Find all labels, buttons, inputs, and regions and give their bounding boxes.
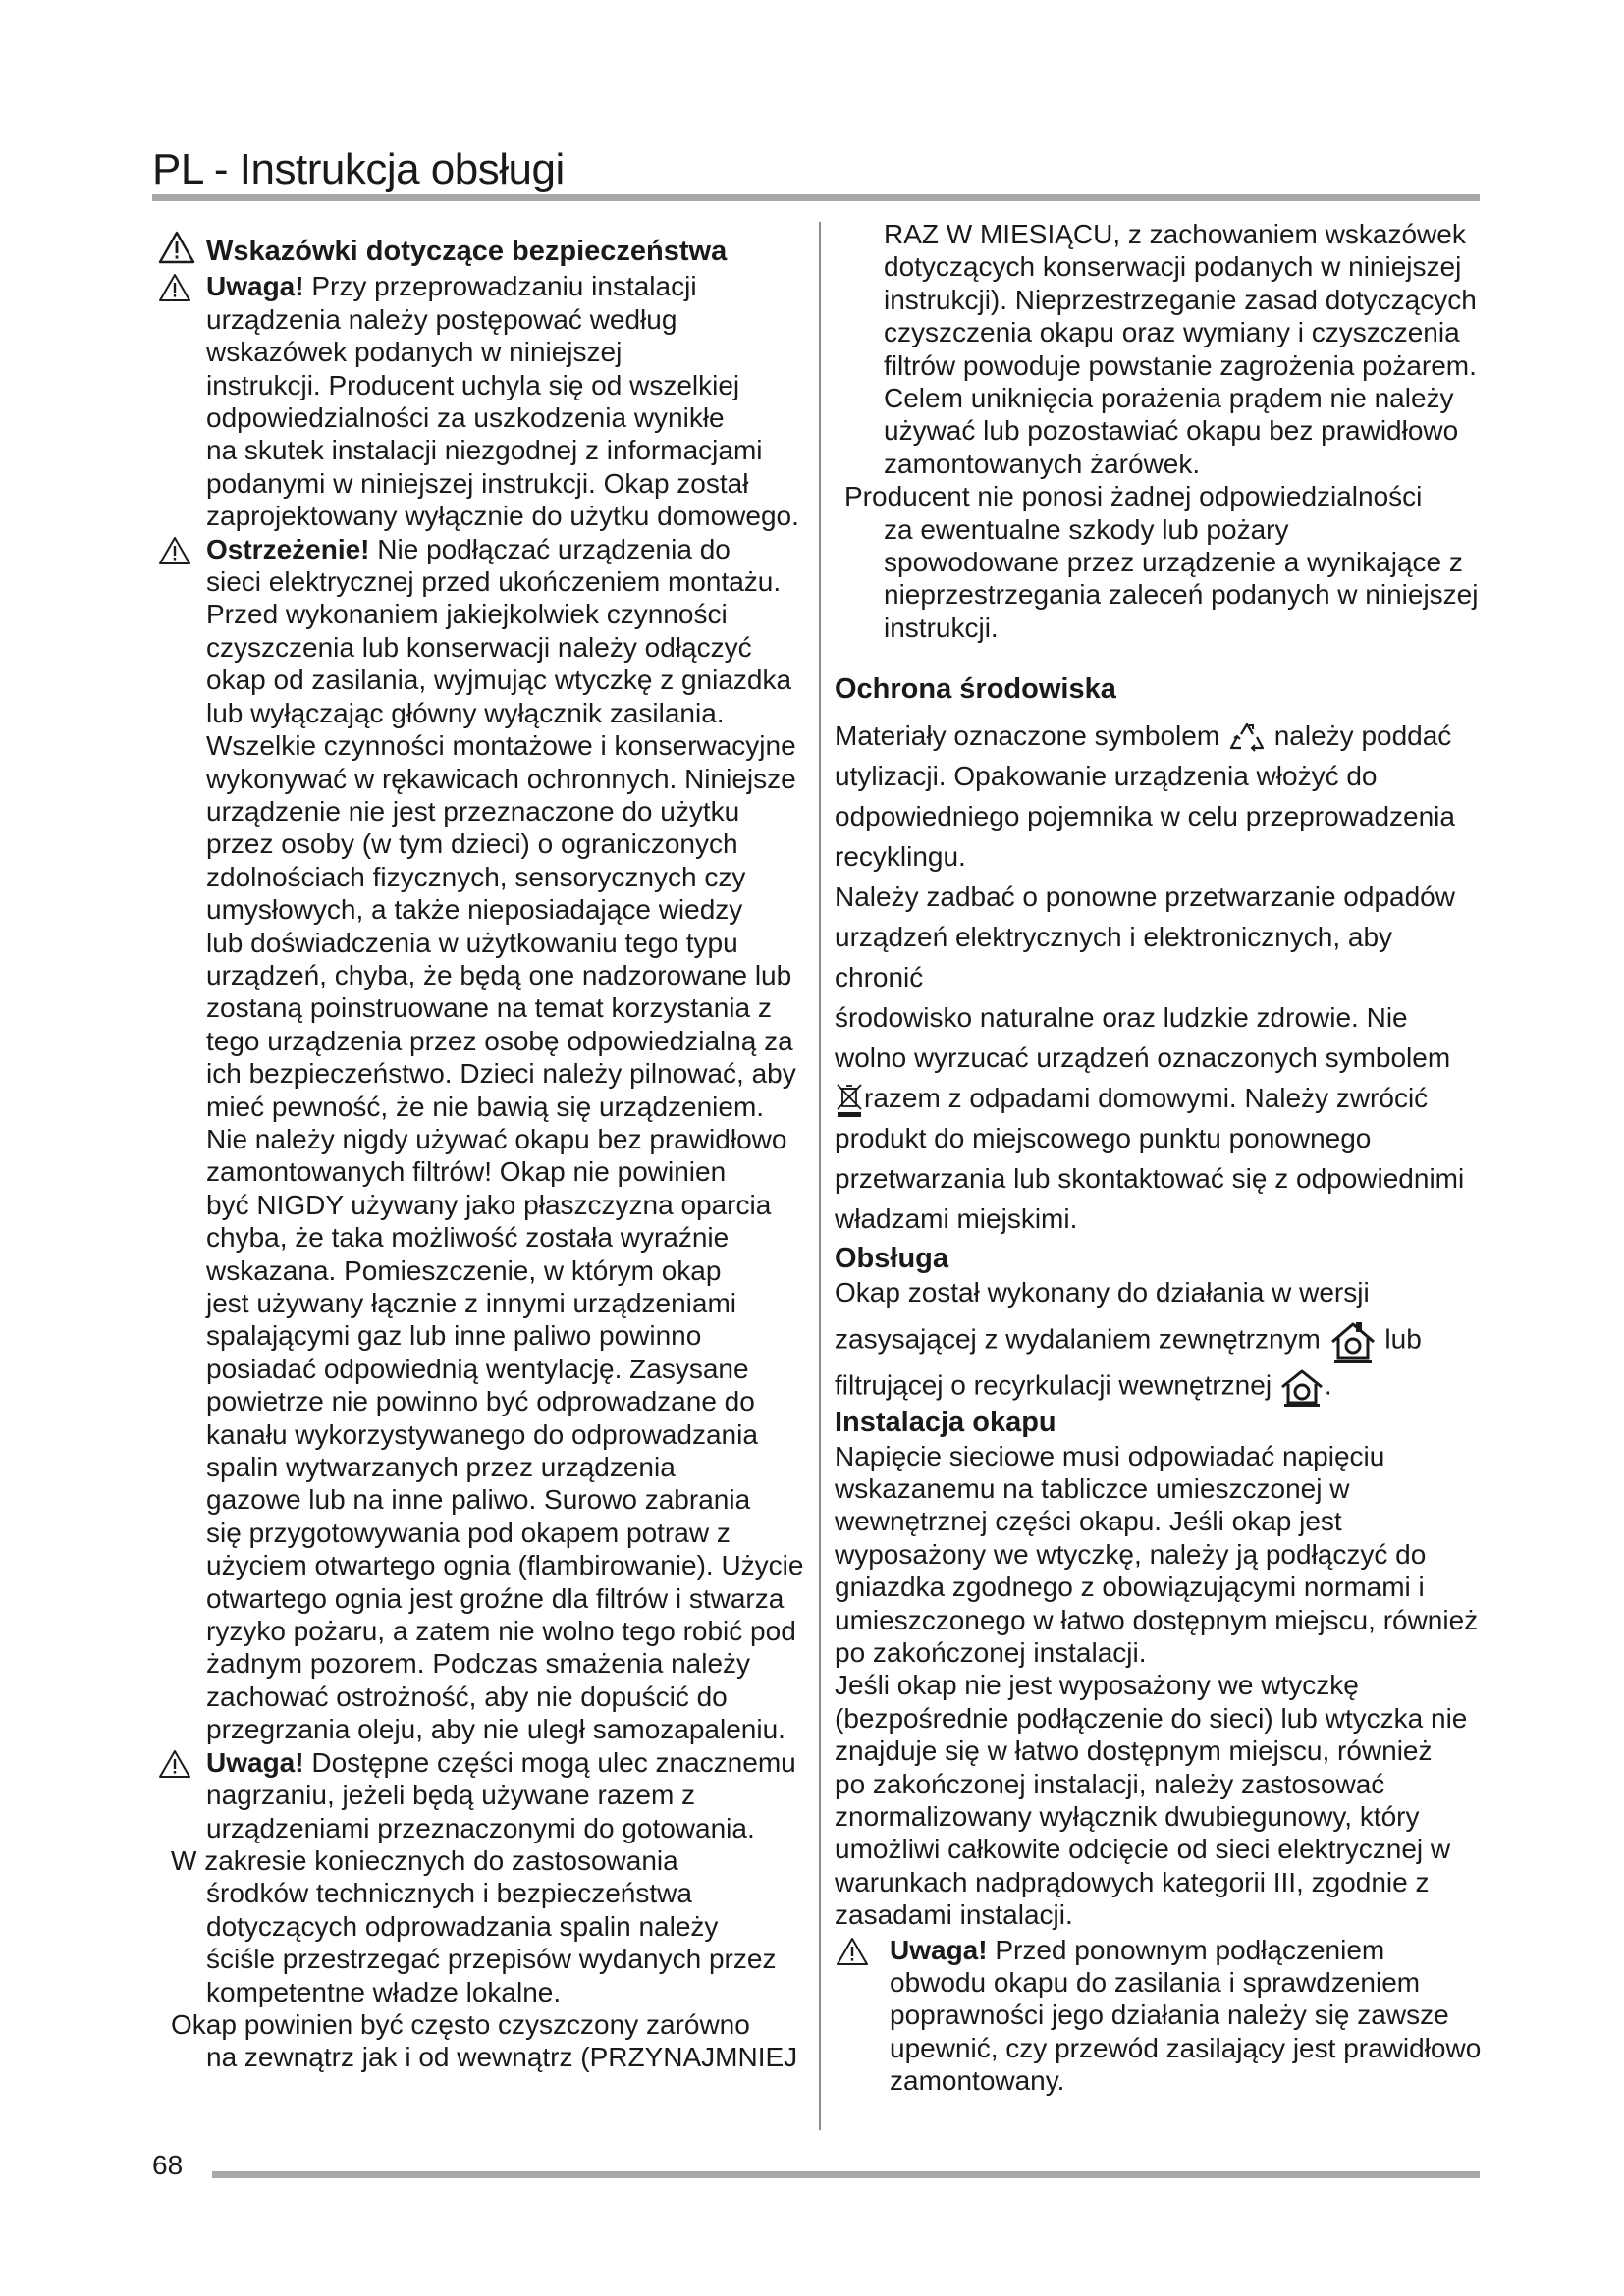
text-fragment: Materiały oznaczone symbolem: [835, 721, 1227, 752]
installation-section: [835, 1407, 1483, 2098]
warning-label: Uwaga!: [890, 1934, 988, 1965]
text-line: lub doświadczenia w użytkowaniu tego typu: [206, 927, 738, 958]
text-line: się przygotowywania pod okapem potraw z: [206, 1517, 731, 1548]
text-line: umożliwi całkowite odcięcie od sieci elektrycznej w: [835, 1834, 1451, 1865]
text-fragment: razem z odpadami domowymi. Należy zwrócić: [864, 1083, 1429, 1114]
text-line: Jeśli okap nie jest wyposażony we wtyczkę: [835, 1670, 1359, 1701]
text-line: sieci elektrycznej przed ukończeniem montażu.: [206, 566, 782, 598]
text-line: umieszczonego w łatwo dostępnym miejscu, również: [835, 1604, 1479, 1635]
text-line: urządzenia należy postępować według: [206, 303, 677, 335]
text-line: wewnętrznej części okapu. Jeśli okap jest: [835, 1506, 1342, 1537]
warning-text: Dostępne części mogą ulec znacznemu: [303, 1746, 796, 1778]
text-line: Okap został wykonany do działania w wersji: [835, 1276, 1370, 1308]
text-fragment: lub: [1377, 1323, 1422, 1355]
text-line: utylizacji. Opakowanie urządzenia włożyć do: [835, 761, 1378, 792]
warning-block-4: [835, 1934, 1483, 2098]
text-line: RAZ W MIESIĄCU, z zachowaniem wskazówek: [884, 219, 1466, 249]
operation-section: [835, 1243, 1483, 1407]
text-line: czyszczenia lub konserwacji należy odłączyć: [206, 631, 752, 663]
producer-paragraph: [835, 480, 1483, 512]
warning-label: Uwaga!: [206, 271, 304, 302]
warning-label: Uwaga!: [206, 1746, 304, 1778]
text-line: umysłowych, a także nieposiadające wiedzy: [206, 894, 743, 926]
text-line: instrukcji.: [884, 612, 999, 643]
text-line: odpowiedniego pojemnika w celu przeprowadzenia: [835, 801, 1455, 832]
text-line: Okap powinien być często czyszczony zarówno: [171, 2008, 750, 2040]
header-rule: [152, 194, 1480, 201]
text-line: znormalizowany wyłącznik dwubiegunowy, który: [835, 1800, 1420, 1832]
text-line: używać lub pozostawiać okapu bez prawidłowo: [884, 415, 1459, 447]
text-line: zostaną poinstruowane na temat korzystania z: [206, 992, 772, 1024]
text-line: odpowiedzialności za uszkodzenia wynikłe: [206, 402, 725, 434]
crossed-bin-icon: [835, 1083, 864, 1118]
warning-block-2: [157, 533, 805, 1746]
warning-icon: [157, 230, 196, 265]
recirculation-mode-icon: [1279, 1367, 1325, 1407]
text-line: po zakończonej instalacji, należy zastosować: [835, 1768, 1385, 1799]
text-line: wyposażony we wtyczkę, należy ją podłączyć do: [835, 1538, 1427, 1570]
section-heading: Instalacja okapu: [835, 1407, 1056, 1439]
warning-text: Przed ponownym podłączeniem: [987, 1934, 1385, 1965]
footer-rule: [212, 2171, 1480, 2178]
text-line: żadnym pozorem. Podczas smażenia należy: [206, 1648, 751, 1680]
text-line: warunkach nadprądowych kategorii III, zgodnie z: [835, 1866, 1430, 1897]
warning-label: Ostrzeżenie!: [206, 533, 370, 564]
text-line: zachować ostrożność, aby nie dopuścić do: [206, 1681, 728, 1712]
paragraph-cleaning-cont: [157, 2041, 805, 2073]
text-line: wskazówek podanych w niniejszej: [206, 337, 623, 368]
text-line: dotyczących konserwacji podanych w niniejszej: [884, 251, 1462, 283]
text-line: Przed wykonaniem jakiejkolwiek czynności: [206, 599, 728, 630]
text-fragment: należy poddać: [1266, 721, 1452, 752]
text-line: ryzyko pożaru, a zatem nie wolno tego robić pod: [206, 1616, 796, 1647]
paragraph-cleaning: [157, 2008, 805, 2041]
text-fragment: .: [1324, 1369, 1332, 1401]
text-line: wskazanemu na tabliczce umieszczonej w: [835, 1472, 1350, 1504]
text-line: zaprojektowany wyłącznie do użytku domowego.: [206, 501, 799, 532]
warning-text: Nie podłączać urządzenia do: [369, 533, 731, 564]
exhaust-mode-icon: [1328, 1318, 1378, 1363]
text-line: wykonywać w rękawicach ochronnych. Niniejsze: [206, 763, 796, 794]
text-line: urządzenie nie jest przeznaczone do użytku: [206, 795, 740, 827]
text-line: Wszelkie czynności montażowe i konserwacyjne: [206, 730, 796, 762]
text-line: spalającymi gaz lub inne paliwo powinno: [206, 1320, 702, 1352]
text-line: wolno wyrzucać urządzeń oznaczonych symbolem: [835, 1042, 1451, 1074]
text-line: kanału wykorzystywanego do odprowadzania: [206, 1418, 758, 1450]
text-line: Nie należy nigdy używać okapu bez prawidłowo: [206, 1123, 787, 1154]
text-line: urządzeniami przeznaczonymi do gotowania.: [206, 1812, 755, 1843]
text-line: znajduje się w łatwo dostępnym miejscu, również: [835, 1735, 1433, 1767]
text-line: lub wyłączając główny wyłącznik zasilania.: [206, 697, 725, 728]
section-heading: Obsługa: [835, 1243, 949, 1275]
section-heading: Ochrona środowiska: [835, 673, 1116, 706]
warning-block-3: [157, 1746, 805, 1844]
text-line: Napięcie sieciowe musi odpowiadać napięciu: [835, 1440, 1385, 1471]
text-line: spalin wytwarzanych przez urządzenia: [206, 1452, 676, 1483]
text-line: zdolnościach fizycznych, sensorycznych czy: [206, 861, 746, 892]
text-line: nagrzaniu, jeżeli będą używane razem z: [206, 1780, 696, 1811]
text-line: poprawności jego działania należy się zawsze: [890, 2000, 1449, 2031]
text-line: instrukcji. Producent uchyla się od wszelkiej: [206, 369, 740, 400]
text-line: obwodu okapu do zasilania i sprawdzeniem: [890, 1967, 1421, 1998]
text-line: zamontowanych żarówek.: [884, 448, 1201, 479]
warning-icon: [835, 1936, 870, 1967]
warning-icon: [157, 535, 192, 566]
text-line: podanymi w niniejszej instrukcji. Okap został: [206, 467, 749, 499]
column-divider: [819, 222, 821, 2130]
text-line: przegrzania oleju, aby nie uległ samozapaleniu.: [206, 1714, 785, 1745]
cleaning-continuation: [835, 218, 1483, 480]
safety-title-row: [157, 236, 805, 268]
text-line: spowodowane przez urządzenie a wynikające z: [884, 547, 1463, 578]
text-line: użyciem otwartego ognia (flambirowanie). Użycie: [206, 1550, 804, 1581]
producer-paragraph-cont: [835, 513, 1483, 645]
recycle-icon: [1227, 721, 1267, 756]
text-line: wskazana. Pomieszczenie, w którym okap: [206, 1255, 722, 1286]
text-line: W zakresie koniecznych do zastosowania: [171, 1844, 678, 1876]
text-line: za ewentualne szkody lub pożary: [884, 513, 1289, 545]
text-line: przetwarzania lub skontaktować się z odpowiednimi: [835, 1163, 1465, 1195]
text-line: produkt do miejscowego punktu ponownego: [835, 1123, 1372, 1154]
environment-section: [835, 669, 1483, 1239]
text-line: władzami miejskimi.: [835, 1203, 1078, 1235]
text-line: zamontowanych filtrów! Okap nie powinien: [206, 1156, 727, 1188]
text-line: ich bezpieczeństwo. Dzieci należy pilnować, aby: [206, 1058, 796, 1090]
warning-icon: [157, 1748, 192, 1780]
text-line: upewnić, czy przewód zasilający jest prawidłowo: [890, 2032, 1482, 2063]
page-number: 68: [152, 2150, 184, 2180]
paragraph-chimney: [157, 1844, 805, 1877]
safety-title: Wskazówki dotyczące bezpieczeństwa: [206, 236, 728, 267]
text-line: gazowe lub na inne paliwo. Surowo zabrania: [206, 1484, 751, 1516]
text-line: na skutek instalacji niezgodnej z informacjami: [206, 435, 763, 466]
text-line: na zewnątrz jak i od wewnątrz (PRZYNAJMNIEJ: [206, 2042, 798, 2073]
text-line: urządzeń, chyba, że będą one nadzorowane lub: [206, 959, 792, 990]
text-line: jest używany łącznie z innymi urządzeniami: [206, 1288, 736, 1318]
text-fragment: zasysającej z wydalaniem zewnętrznym: [835, 1323, 1328, 1355]
text-line: kompetentne władze lokalne.: [206, 1976, 562, 2007]
text-line: nieprzestrzegania zaleceń podanych w niniejszej: [884, 579, 1479, 611]
text-line: recyklingu.: [835, 841, 966, 873]
text-line: być NIGDY używany jako płaszczyzna oparcia: [206, 1189, 772, 1220]
text-line: chyba, że taka możliwość została wyraźnie: [206, 1222, 730, 1254]
text-line: zamontowany.: [890, 2065, 1065, 2097]
right-column: [835, 218, 1483, 2098]
text-line: dotyczących odprowadzania spalin należy: [206, 1910, 719, 1942]
text-line: zasadami instalacji.: [835, 1899, 1073, 1931]
text-line: powietrze nie powinno być odprowadzane do: [206, 1386, 755, 1417]
text-line: środowisko naturalne oraz ludzkie zdrowie. Nie: [835, 1002, 1408, 1034]
paragraph-chimney-cont: [157, 1877, 805, 2008]
page-title: PL - Instrukcja obsługi: [152, 145, 565, 193]
warning-block-1: [157, 270, 805, 532]
text-line: przez osoby (w tym dzieci) o ograniczonych: [206, 828, 738, 860]
text-line: ściśle przestrzegać przepisów wydanych przez: [206, 1944, 777, 1975]
text-line: tego urządzenia przez osobę odpowiedzialną za: [206, 1025, 793, 1056]
text-line: otwartego ognia jest groźne dla filtrów i stwarza: [206, 1582, 785, 1614]
text-line: filtrów powoduje powstanie zagrożenia pożarem.: [884, 349, 1477, 381]
text-line: Należy zadbać o ponowne przetwarzanie odpadów: [835, 881, 1455, 913]
text-line: po zakończonej instalacji.: [835, 1636, 1147, 1668]
text-line: urządzeń elektrycznych i elektronicznych, aby chronić: [835, 922, 1393, 993]
text-line: mieć pewność, że nie bawią się urządzeniem.: [206, 1091, 765, 1122]
left-column: [157, 236, 805, 2074]
text-line: (bezpośrednie podłączenie do sieci) lub wtyczka nie: [835, 1702, 1468, 1734]
text-line: Celem uniknięcia porażenia prądem nie należy: [884, 383, 1454, 414]
warning-icon: [157, 272, 192, 303]
text-line: gniazdka zgodnego z obowiązującymi normami i: [835, 1572, 1425, 1603]
text-line: środków technicznych i bezpieczeństwa: [206, 1878, 692, 1909]
text-line: okap od zasilania, wyjmując wtyczkę z gniazdka: [206, 665, 792, 696]
text-line: posiadać odpowiednią wentylację. Zasysane: [206, 1353, 749, 1384]
text-line: czyszczenia okapu oraz wymiany i czyszczenia: [884, 317, 1460, 348]
text-line: instrukcji). Nieprzestrzeganie zasad dotyczących: [884, 284, 1477, 315]
text-line: Producent nie ponosi żadnej odpowiedzialności: [844, 481, 1423, 512]
warning-text: Przy przeprowadzaniu instalacji: [303, 271, 697, 302]
text-fragment: filtrującej o recyrkulacji wewnętrznej: [835, 1369, 1279, 1401]
